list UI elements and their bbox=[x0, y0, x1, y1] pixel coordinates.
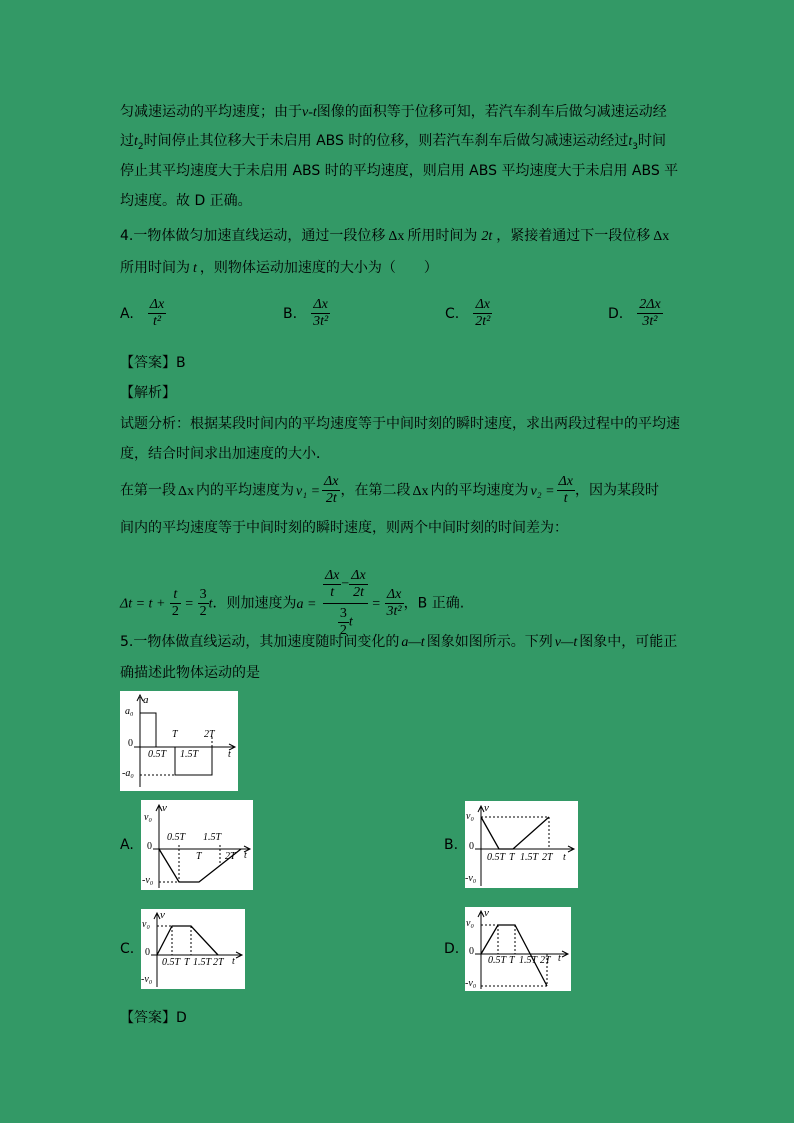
q4-analysis-1: 试题分析：根据某段时间内的平均速度等于中间时刻的瞬时速度，求出两段过程中的平均速 bbox=[120, 416, 680, 432]
q5-option-d-graph[interactable] bbox=[465, 907, 571, 991]
text: 时间 bbox=[637, 133, 666, 149]
at-graph-svg bbox=[120, 691, 238, 791]
v0-label: v₀ bbox=[466, 811, 474, 822]
tick-label: 1.5T bbox=[519, 955, 538, 966]
positive-pulse bbox=[140, 713, 156, 747]
t2-symbol: t bbox=[134, 134, 138, 149]
one-half-t-label: 1.5T bbox=[180, 749, 199, 760]
option-fraction bbox=[148, 297, 166, 330]
result-fraction bbox=[385, 587, 404, 620]
v-t-curve bbox=[157, 926, 218, 955]
half-t-label: 0.5T bbox=[148, 749, 167, 760]
q4-analysis-heading: 【解析】 bbox=[120, 385, 176, 401]
a0-label: a₀ bbox=[125, 706, 134, 717]
neg-v0-label: -v₀ bbox=[465, 873, 477, 884]
neg-v0-label: -v₀ bbox=[142, 875, 154, 886]
q4-option-d[interactable] bbox=[608, 297, 663, 330]
neg-v0-label: -v₀ bbox=[465, 978, 477, 989]
q5-option-c-label[interactable]: C. bbox=[120, 941, 135, 957]
q4-option-c[interactable] bbox=[445, 297, 492, 330]
three-halves-fraction bbox=[198, 587, 209, 620]
a-axis-label: a bbox=[143, 694, 149, 706]
tick-label: 2T bbox=[540, 955, 551, 966]
vt-symbol: v-t bbox=[302, 105, 317, 120]
at-symbol: a—t bbox=[401, 635, 425, 650]
v-axis-label: v bbox=[484, 802, 489, 814]
t3-symbol: t bbox=[628, 134, 633, 149]
option-fraction bbox=[473, 297, 492, 330]
v2-fraction bbox=[557, 474, 575, 507]
option-fraction bbox=[637, 297, 662, 330]
text: 时间停止其位移大于未启用 ABS 时的位移，则若汽车刹车后做匀减速运动经过 bbox=[143, 133, 629, 149]
frac-den: 2 bbox=[171, 604, 179, 619]
subscript: 2 bbox=[137, 141, 144, 152]
frac-den: 2t bbox=[353, 585, 364, 600]
t-axis-label: t bbox=[228, 749, 231, 760]
text: ，B 正确. bbox=[403, 595, 465, 612]
q4-analysis-2: 度，结合时间求出加速度的大小． bbox=[120, 446, 330, 462]
dx-symbol: Δx bbox=[653, 229, 670, 244]
v0-label: v₀ bbox=[144, 812, 152, 823]
option-b-svg bbox=[465, 801, 578, 888]
q4-analysis-5 bbox=[120, 568, 464, 639]
minus: − bbox=[341, 576, 350, 592]
q4-analysis-4: 间内的平均速度等于中间时刻的瞬时速度，则两个中间时刻的时间差为： bbox=[120, 520, 568, 536]
v1-symbol: v₁ = bbox=[296, 483, 321, 499]
text: 5.一物体做直线运动，其加速度随时间变化的 bbox=[120, 634, 400, 650]
q5-option-d-label[interactable]: D. bbox=[444, 941, 460, 957]
t-symbol: t bbox=[208, 596, 213, 612]
frac-den: 2t bbox=[325, 491, 337, 506]
tick-label: T bbox=[184, 957, 190, 968]
v-axis-label: v bbox=[484, 907, 489, 919]
option-label: C. bbox=[445, 305, 460, 322]
frac-num: Δx bbox=[311, 297, 330, 314]
q5-line-1 bbox=[120, 632, 677, 653]
v0-label: v₀ bbox=[142, 919, 150, 930]
frac-den: 3t² bbox=[386, 604, 402, 619]
t-label: T bbox=[172, 729, 178, 740]
v-axis-label: v bbox=[162, 802, 167, 814]
option-d-svg bbox=[465, 907, 571, 991]
frac-num: Δx bbox=[351, 568, 366, 583]
option-a-svg bbox=[141, 800, 253, 890]
q4-line-2 bbox=[120, 258, 438, 279]
option-c-svg bbox=[141, 909, 245, 989]
t-axis-label: t bbox=[244, 850, 247, 861]
t-symbol: t bbox=[348, 614, 353, 630]
zero-label: 0 bbox=[469, 841, 474, 852]
frac-den: 3t² bbox=[313, 314, 329, 329]
para-prev-line-1 bbox=[120, 102, 667, 123]
t-axis-label: t bbox=[232, 956, 235, 967]
neg-v0-label: -v₀ bbox=[141, 974, 153, 985]
q5-option-c-graph[interactable] bbox=[141, 909, 245, 989]
q5-option-b-label[interactable]: B. bbox=[444, 837, 459, 853]
neg-a0-label: -a₀ bbox=[122, 768, 134, 779]
dx-symbol: Δx bbox=[178, 483, 195, 499]
tick-label: 1.5T bbox=[193, 957, 212, 968]
text: 过 bbox=[120, 133, 134, 149]
compound-numerator bbox=[323, 568, 368, 604]
a-symbol: a = bbox=[296, 596, 317, 612]
tick-label: 0.5T bbox=[487, 852, 506, 863]
text: ，在第二段 bbox=[340, 482, 411, 499]
q5-at-graph bbox=[120, 691, 238, 791]
q4-option-a[interactable] bbox=[120, 297, 166, 330]
text: 在第一段 bbox=[120, 482, 176, 499]
frac-num: Δx bbox=[558, 474, 573, 489]
frac-num: 3 bbox=[339, 606, 347, 621]
frac-den: t bbox=[330, 585, 335, 600]
t-axis-label: t bbox=[558, 953, 561, 964]
frac-den: t bbox=[563, 491, 568, 506]
q5-option-b-graph[interactable] bbox=[465, 801, 578, 888]
tick-label: 1.5T bbox=[520, 852, 539, 863]
frac-num: 3 bbox=[199, 587, 207, 602]
text: 匀减速运动的平均速度；由于 bbox=[120, 104, 302, 120]
q4-line-1 bbox=[120, 226, 669, 247]
option-label: A. bbox=[120, 305, 134, 322]
t-axis-label: t bbox=[563, 852, 566, 863]
text: ．则加速度为 bbox=[212, 595, 297, 612]
tick-label: 2T bbox=[213, 957, 224, 968]
frac-den: 2t² bbox=[475, 314, 491, 329]
two-t-symbol: 2t bbox=[481, 229, 493, 244]
zero-label: 0 bbox=[145, 947, 150, 958]
t-symbol: t bbox=[193, 261, 197, 276]
t-over-2-fraction bbox=[170, 587, 181, 620]
zero-label: 0 bbox=[469, 946, 474, 957]
frac-num: 2Δx bbox=[639, 297, 661, 312]
para-prev-line-2 bbox=[120, 131, 666, 157]
sub-fraction-1 bbox=[323, 568, 341, 601]
option-fraction bbox=[311, 297, 330, 330]
q4-option-b[interactable] bbox=[283, 297, 330, 330]
text: ，因为某段时 bbox=[574, 482, 659, 499]
tick-label: 0.5T bbox=[162, 957, 181, 968]
frac-num: Δx bbox=[324, 568, 340, 583]
sub-fraction-2 bbox=[349, 568, 367, 601]
dx-symbol: Δx bbox=[412, 483, 429, 499]
text: 图象如图所示。下列 bbox=[426, 634, 553, 650]
zero-label: 0 bbox=[128, 738, 133, 749]
frac-num: Δx bbox=[324, 474, 339, 489]
option-label: B. bbox=[283, 305, 298, 322]
equals: = bbox=[372, 596, 381, 612]
tick-label: T bbox=[196, 851, 202, 862]
q5-line-2: 确描述此物体运动的是 bbox=[120, 665, 260, 681]
q5-option-a-graph[interactable] bbox=[141, 800, 253, 890]
v-axis-label: v bbox=[160, 909, 165, 921]
v1-fraction bbox=[322, 474, 340, 507]
dt-expression: Δt = t + bbox=[120, 596, 166, 612]
para-prev-line-4: 均速度。故 D 正确。 bbox=[120, 193, 252, 209]
text: 图象中，可能正 bbox=[579, 634, 678, 650]
frac-den: 2 bbox=[339, 623, 347, 638]
q4-analysis-3 bbox=[120, 474, 659, 507]
text: 内的平均速度为 bbox=[430, 482, 529, 499]
text: ，则物体运动加速度的大小为（ ） bbox=[199, 260, 438, 276]
dx-symbol: Δx bbox=[388, 229, 405, 244]
q5-answer: 【答案】D bbox=[120, 1010, 187, 1026]
text: 内的平均速度为 bbox=[196, 482, 295, 499]
q4-answer: 【答案】B bbox=[120, 355, 186, 371]
tick-label: 0.5T bbox=[167, 832, 186, 843]
frac-num: Δx bbox=[385, 587, 404, 604]
subscript: 3 bbox=[632, 141, 638, 152]
q5-option-a-label[interactable]: A. bbox=[120, 837, 134, 853]
text: 图像的面积等于位移可知，若汽车刹车后做匀减速运动经 bbox=[316, 104, 667, 120]
vt-symbol: v—t bbox=[554, 635, 578, 650]
v2-symbol: v₂ = bbox=[530, 483, 555, 499]
tick-label: 0.5T bbox=[488, 955, 507, 966]
tick-label: T bbox=[509, 852, 515, 863]
text: ，紧接着通过下一段位移 bbox=[496, 228, 651, 244]
v0-label: v₀ bbox=[466, 918, 474, 929]
zero-label: 0 bbox=[147, 841, 152, 852]
frac-num: Δx bbox=[149, 297, 165, 312]
frac-den: 2 bbox=[199, 604, 207, 619]
text: 所用时间为 bbox=[407, 228, 478, 244]
tick-label: 1.5T bbox=[203, 832, 222, 843]
frac-den: t² bbox=[152, 314, 162, 329]
tick-label: 2T bbox=[225, 851, 236, 862]
text: 所用时间为 bbox=[120, 260, 190, 276]
tick-label: T bbox=[509, 955, 515, 966]
acceleration-fraction bbox=[323, 568, 368, 639]
frac-den: 3t² bbox=[642, 314, 658, 329]
frac-num: Δx bbox=[473, 297, 492, 314]
frac-num: t bbox=[170, 587, 181, 604]
text: 4.一物体做匀加速直线运动，通过一段位移 bbox=[120, 228, 386, 244]
option-label: D. bbox=[608, 305, 624, 322]
para-prev-line-3: 停止其平均速度大于未启用 ABS 时的平均速度，则启用 ABS 平均速度大于未启用 ABS 平 bbox=[120, 163, 679, 179]
equals: = bbox=[185, 596, 194, 612]
tick-label: 2T bbox=[542, 852, 553, 863]
two-t-label: 2T bbox=[204, 729, 215, 740]
v-t-curve bbox=[481, 817, 549, 849]
